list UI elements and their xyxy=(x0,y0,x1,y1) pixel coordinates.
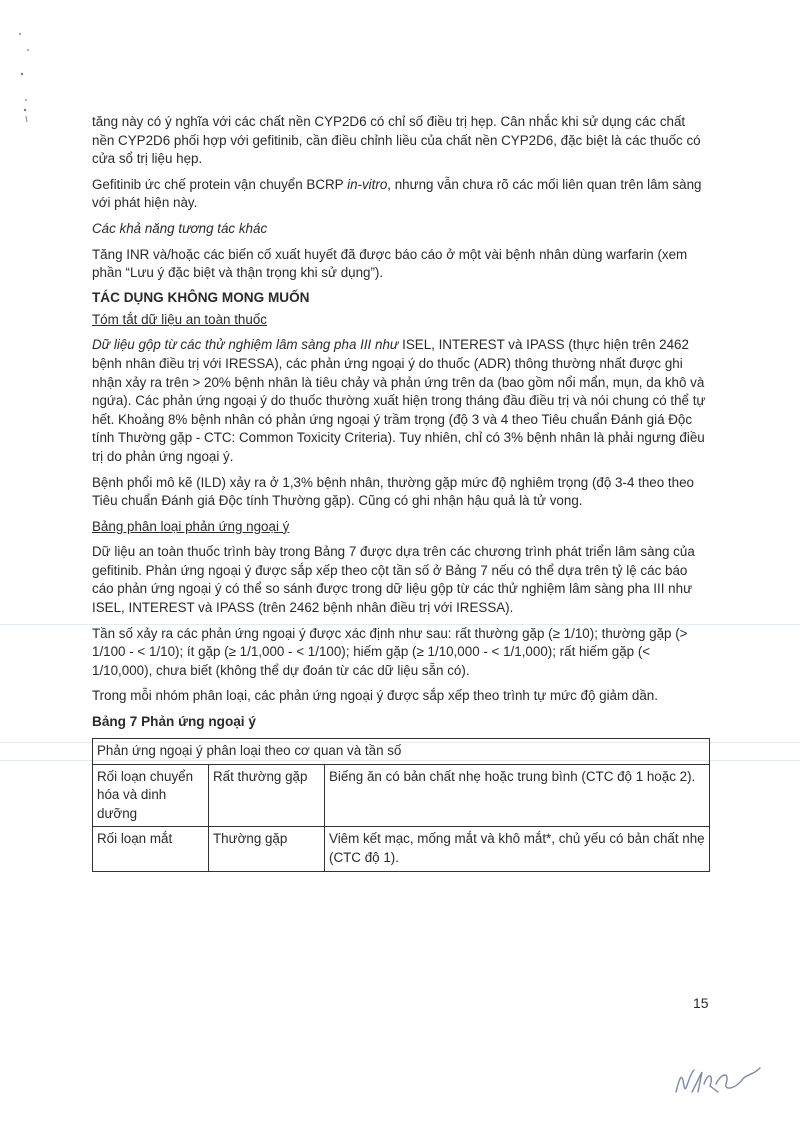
paragraph-ild: Bệnh phổi mô kẽ (ILD) xảy ra ở 1,3% bệnh nhân, thường gặp mức độ nghiêm trọng (độ 3-4 theo theo Tiêu chuẩn Đánh giá Độc tính Thường gặp). Cũng có ghi nhận hậu quả là tử vong. xyxy=(92,474,694,509)
bcrp-text-rest: , nhưng vẫn chưa rõ các mối liên quan trên lâm sàng với phát hiện này. xyxy=(92,176,702,211)
paragraph-inr: Tăng INR và/hoặc các biến cố xuất huyết đã được báo cáo ở một vài bệnh nhân dùng warfarin (xem phần “Lưu ý đặc biệt và thận trọng khi sử dụng”). xyxy=(92,246,688,281)
safety-italic-lead: Dữ liệu gộp từ các thử nghiệm lâm sàng pha III như xyxy=(92,337,399,353)
section-heading: TÁC DỤNG KHÔNG MONG MUỐN xyxy=(92,289,310,305)
paragraph-frequency: Tần số xảy ra các phản ứng ngoại ý được xác định như sau: rất thường gặp (≥ 1/10); thường gặp (> 1/100 - < 1/10); ít gặp (≥ 1/1,000 - < 1/100); hiếm gặp (≥ 1/10,000 - < 1/1,000); rất hiếm gặp (< 1/10,000), chưa biết (không thể dự đoán từ các dữ liệu sẵn có). xyxy=(92,625,688,678)
organ-cell: Rối loạn mắt xyxy=(93,827,209,871)
frequency-cell: Rất thường gặp xyxy=(209,764,325,827)
table-row xyxy=(93,764,710,827)
safety-summary-heading: Tóm tắt dữ liệu an toàn thuốc xyxy=(92,311,267,327)
frequency-cell: Thường gặp xyxy=(209,827,325,871)
paragraph-cyp2d6: tăng này có ý nghĩa với các chất nền CYP2D6 có chỉ số điều trị hẹp. Cân nhắc khi sử dụng các chất nền CYP2D6 phối hợp với gefitinib, cần điều chỉnh liều của chất nền CYP2D6, đặc biệt là các thuốc có cửa sổ trị liệu hẹp. xyxy=(92,114,701,167)
reaction-cell: Biếng ăn có bản chất nhẹ hoặc trung bình (CTC độ 1 hoặc 2). xyxy=(325,764,710,827)
handwritten-signature xyxy=(672,1062,772,1102)
table-title: Bảng 7 Phản ứng ngoại ý xyxy=(92,714,256,730)
paragraph-bcrp xyxy=(92,176,710,213)
organ-cell: Rối loạn chuyển hóa và dinh dưỡng xyxy=(93,764,209,827)
classification-heading: Bảng phân loại phản ứng ngoại ý xyxy=(92,518,290,534)
table-header: Phản ứng ngoại ý phân loại theo cơ quan và tần số xyxy=(93,739,710,765)
adverse-reactions-table xyxy=(92,738,710,872)
scan-marks xyxy=(14,30,44,130)
table-row xyxy=(93,827,710,871)
bcrp-text: Gefitinib ức chế protein vận chuyển BCRP xyxy=(92,176,348,192)
paragraph-safety-summary xyxy=(92,336,710,466)
other-interactions-heading: Các khả năng tương tác khác xyxy=(92,220,268,236)
paragraph-classification-1: Dữ liệu an toàn thuốc trình bày trong Bảng 7 được dựa trên các chương trình phát triển lâm sàng của gefitinib. Phản ứng ngoại ý được sắp xếp theo cột tần số ở Bảng 7 nếu có thể dựa trên tỷ lệ các báo cáo phản ứng ngoại ý có thể so sánh được trong dữ liệu gộp từ các thử nghiệm lâm sàng pha III như ISEL, INTEREST và IPASS (trên 2462 bệnh nhân điều trị với IRESSA). xyxy=(92,544,695,616)
paragraph-order: Trong mỗi nhóm phân loại, các phản ứng ngoại ý được sắp xếp theo trình tự mức độ giảm dần. xyxy=(92,688,658,704)
table-header-row xyxy=(93,739,710,765)
in-vitro-term: in-vitro xyxy=(347,176,388,192)
page-number: 15 xyxy=(693,995,709,1011)
safety-rest: ISEL, INTEREST và IPASS (thực hiện trên 2462 bệnh nhân điều trị với IRESSA), các phản ứng ngoại ý do thuốc (ADR) thông thường nhất được ghi nhận xảy ra trên > 20% bệnh nhân là tiêu chảy và phản ứng trên da (bao gồm nổi mẩn, mụn, da khô và ngứa). Các phản ứng ngoại ý do thuốc thường xuất hiện trong tháng đầu điều trị và nói chung có thể tự hết. Khoảng 8% bệnh nhân có phản ứng ngoại ý trầm trọng (độ 3 và 4 theo Tiêu chuẩn Đánh giá Độc tính Thường gặp - CTC: Common Toxicity Criteria). Tuy nhiên, chỉ có 3% bệnh nhân là phải ngưng điều trị do phản ứng ngoại ý. xyxy=(92,337,706,464)
reaction-cell: Viêm kết mạc, mống mắt và khô mắt*, chủ yếu có bản chất nhẹ (CTC độ 1). xyxy=(325,827,710,871)
document-page xyxy=(92,113,710,872)
